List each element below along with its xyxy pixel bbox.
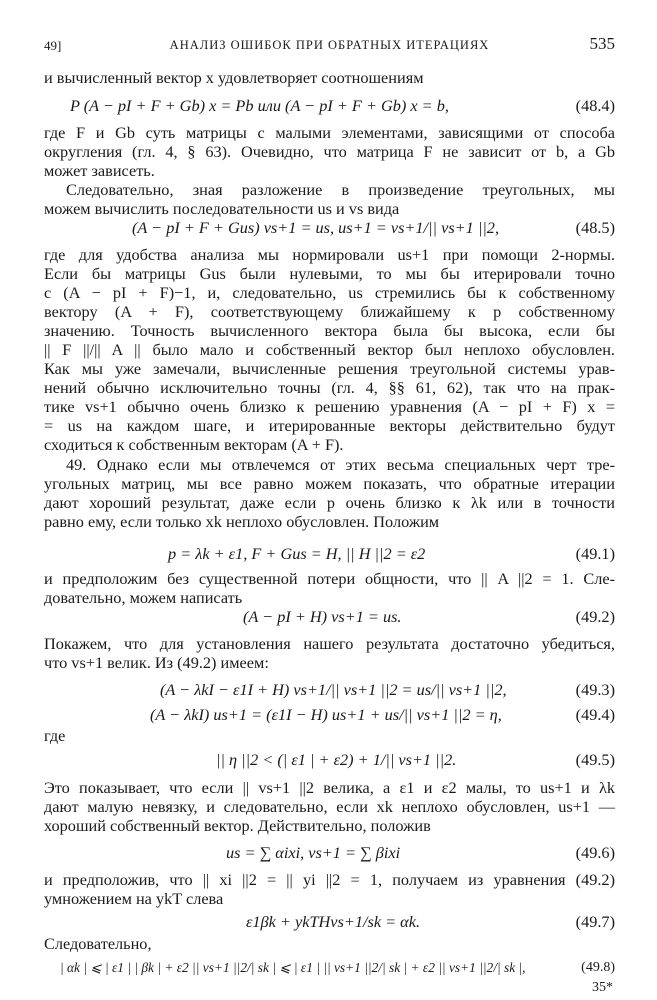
text-line: и вычисленный вектор x удовлетворяет соотношениям xyxy=(44,68,424,87)
running-title: АНАЛИЗ ОШИБОК ПРИ ОБРАТНЫХ ИТЕРАЦИЯХ xyxy=(169,38,490,52)
text-line: 49. Однако если мы отвлечемся от этих весьма специальных черт тре- xyxy=(66,455,615,474)
running-header xyxy=(44,34,615,58)
page-number: 535 xyxy=(589,34,615,53)
text-line: и предположим без существенной потери общности, что || A ||2 = 1. Сле- xyxy=(44,569,615,588)
equation-49-6: us = ∑ αixi, vs+1 = ∑ βixi xyxy=(226,843,401,862)
equation-number: (48.4) xyxy=(575,96,615,115)
equation-number: (49.3) xyxy=(575,680,615,699)
equation-49-4: (A − λkI) us+1 = (ε1I − H) us+1 + us/|| vs+1 ||2 = η, xyxy=(150,705,502,724)
text-line: дают малую невязку, и следовательно, если xk неплохо обусловлен, us+1 — xyxy=(44,797,615,816)
text-line: сходиться к собственным векторам (A + F). xyxy=(44,435,344,454)
text-line: Покажем, что для установления нашего результата достаточно убедиться, xyxy=(44,634,615,653)
text-line: можем вычислить последовательности us и vs вида xyxy=(44,199,400,218)
section-number: 49] xyxy=(44,38,62,53)
equation-number: (48.5) xyxy=(575,218,615,237)
equation-48-4: P (A − pI + F + Gb) x = Pb или (A − pI + F + Gb) x = b, xyxy=(70,96,449,115)
equation-48-5: (A − pI + F + Gus) vs+1 = us, us+1 = vs+1/|| vs+1 ||2, xyxy=(132,218,500,237)
text-line: Как мы уже замечали, вычисленные решения треугольной системы урав- xyxy=(44,359,615,378)
signature-mark: 35* xyxy=(592,980,613,995)
text-line: Следовательно, xyxy=(44,934,152,953)
text-line: нений обычно исключительно точны (гл. 4, §§ 61, 62), так что на прак- xyxy=(44,378,615,397)
equation-number: (49.2) xyxy=(575,607,615,626)
equation-49-5: || η ||2 < (| ε1 | + ε2) + 1/|| vs+1 ||2. xyxy=(216,750,457,769)
equation-number: (49.8) xyxy=(581,960,615,975)
equation-49-1: p = λk + ε1, F + Gus = H, || H ||2 = ε2 xyxy=(168,544,426,563)
text-line: где для удобства анализа мы нормировали us+1 при помощи 2-нормы. xyxy=(44,245,615,264)
equation-number: (49.4) xyxy=(575,705,615,724)
equation-49-8: | αk | ⩽ | ε1 | | βk | + ε2 || vs+1 ||2/| sk | ⩽ | ε1 | || vs+1 ||2/| sk | + ε2 || vs+1 ||2/| sk |, xyxy=(60,960,526,975)
equation-number: (49.6) xyxy=(575,843,615,862)
text-line: значению. Точность вычисленного вектора была бы высока, если бы xyxy=(44,321,615,340)
text-line: округления (гл. 4, § 63). Очевидно, что матрица F не зависит от b, а Gb xyxy=(44,142,615,161)
text-line: равно ему, если только xk неплохо обусловлен. Положим xyxy=(44,512,440,531)
equation-49-2: (A − pI + H) vs+1 = us. xyxy=(243,607,402,626)
equation-49-7: ε1βk + ykTHvs+1/sk = αk. xyxy=(246,912,421,931)
text-line: Следовательно, зная разложение в произведение треугольных, мы xyxy=(66,180,615,199)
equation-number: (49.7) xyxy=(575,912,615,931)
text-line: = us на каждом шаге, и итерированные векторы действительно будут xyxy=(44,416,615,435)
text-line: довательно, можем написать xyxy=(44,588,243,607)
text-line: может зависеть. xyxy=(44,161,155,180)
text-line: Если бы матрицы Gus были нулевыми, то мы бы итерировали точно xyxy=(44,264,615,283)
equation-49-3: (A − λkI − ε1I + H) vs+1/|| vs+1 ||2 = us/|| vs+1 ||2, xyxy=(160,680,507,699)
text-line: угольных матриц, мы все равно можем показать, что обратные итерации xyxy=(44,474,615,493)
text-line: где F и Gb суть матрицы с малыми элементами, зависящими от способа xyxy=(44,123,615,142)
text-line: дают хороший результат, даже если p очень близко к λk или в точности xyxy=(44,493,615,512)
text-line: умножением на ykT слева xyxy=(44,889,224,908)
text-line: Это показывает, что если || vs+1 ||2 велика, а ε1 и ε2 малы, то us+1 и λk xyxy=(44,778,615,797)
text-line: где xyxy=(44,726,66,745)
equation-number: (49.1) xyxy=(575,544,615,563)
equation-number: (49.5) xyxy=(575,750,615,769)
text-line: что vs+1 велик. Из (49.2) имеем: xyxy=(44,653,269,672)
text-line: и предположив, что || xi ||2 = || yi ||2 = 1, получаем из уравнения (49.2) xyxy=(44,870,615,889)
text-line: хороший собственный вектор. Действительно, положив xyxy=(44,816,431,835)
text-line: с (A − pI + F)−1, и, следовательно, us стремились бы к собственному xyxy=(44,283,615,302)
text-line: тике vs+1 обычно очень близко к решению уравнения (A − pI + F) x = xyxy=(44,397,615,416)
text-line: || F ||/|| A || было мало и собственный вектор был неплохо обусловлен. xyxy=(44,340,615,359)
text-line: вектору (A + F), соответствующему ближайшему к p собственному xyxy=(44,302,615,321)
